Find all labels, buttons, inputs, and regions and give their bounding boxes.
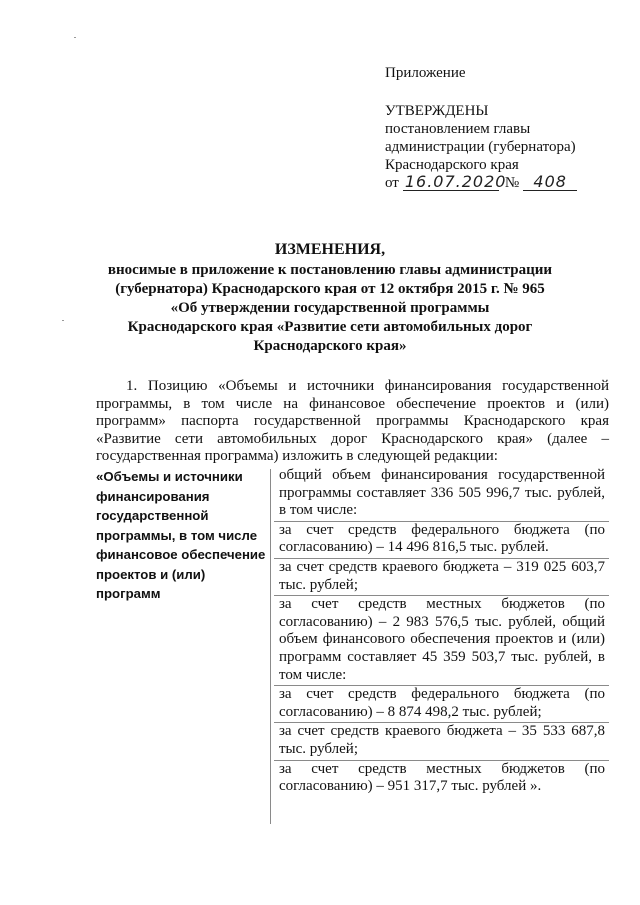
funding-item: за счет средств федерального бюджета (по согласованию) – 14 496 816,5 тыс. рублей. — [274, 522, 609, 559]
funding-item: за счет средств краевого бюджета – 35 533 687,8 тыс. рублей; — [274, 723, 609, 760]
date-number-line — [385, 174, 615, 192]
approval-line: Краснодарского края — [385, 157, 519, 173]
scan-speck — [74, 37, 76, 38]
funding-item: за счет средств федерального бюджета (по согласованию) – 8 874 498,2 тыс. рублей; — [274, 686, 609, 723]
column-separator — [270, 469, 271, 824]
left-cell-line: программ — [96, 586, 161, 601]
title-line: Краснодарского края» — [253, 338, 407, 354]
approval-line: постановлением главы — [385, 121, 531, 137]
title-main: ИЗМЕНЕНИЯ, — [274, 241, 386, 258]
left-cell-line: государственной — [96, 508, 209, 523]
funding-item: за счет средств местных бюджетов (по согласованию) – 2 983 576,5 тыс. рублей, общий объем финансового обеспечения проектов и (или) программ составляет 45 359 503,7 тыс. рублей, в том числе: — [274, 596, 609, 686]
funding-item: общий объем финансирования государственной программы составляет 336 505 996,7 тыс. рублей, в том числе: — [274, 467, 609, 522]
document-title — [95, 240, 565, 356]
left-cell-line: финансирования — [96, 488, 210, 504]
body-paragraph: 1. Позицию «Объемы и источники финансирования государственной программы, в том числе на финансовое обеспечение проектов и (или) программ» паспорта государственной программы Краснодарского края «Развитие сети автомобильных дорог Краснодарского края» (далее – государственная программа) изложить в следующей редакции: — [96, 378, 609, 465]
left-cell-line: проектов и (или) — [96, 566, 206, 582]
left-cell-line: «Объемы и источники — [96, 469, 243, 484]
approval-line: администрации (губернатора) — [385, 139, 576, 155]
handwritten-date: 16.07.2020 — [404, 172, 507, 191]
left-cell-line: программы, в том числе — [96, 527, 258, 543]
table-left-cell — [96, 467, 266, 604]
handwritten-number: 408 — [523, 174, 577, 191]
approved-label: УТВЕРЖДЕНЫ — [385, 103, 489, 119]
appendix-label: Приложение — [385, 65, 466, 81]
title-line: вносимые в приложение к постановлению главы администрации — [107, 262, 553, 278]
number-label: № — [504, 175, 520, 191]
title-line: Краснодарского края «Развитие сети автомобильных дорог — [127, 319, 533, 335]
title-line: «Об утверждении государственной программы — [170, 300, 490, 316]
ot-label: от — [385, 175, 399, 191]
title-line: (губернатора) Краснодарского края от 12 октября 2015 г. № 965 — [115, 281, 545, 297]
funding-item: за счет средств краевого бюджета – 319 025 603,7 тыс. рублей; — [274, 559, 609, 596]
approval-block — [385, 64, 615, 192]
scan-speck — [62, 320, 64, 321]
left-cell-line: финансовое обеспечение — [96, 547, 266, 562]
funding-item: за счет средств местных бюджетов (по согласованию) – 951 317,7 тыс. рублей ». — [279, 760, 605, 795]
table-right-cell — [274, 467, 609, 797]
